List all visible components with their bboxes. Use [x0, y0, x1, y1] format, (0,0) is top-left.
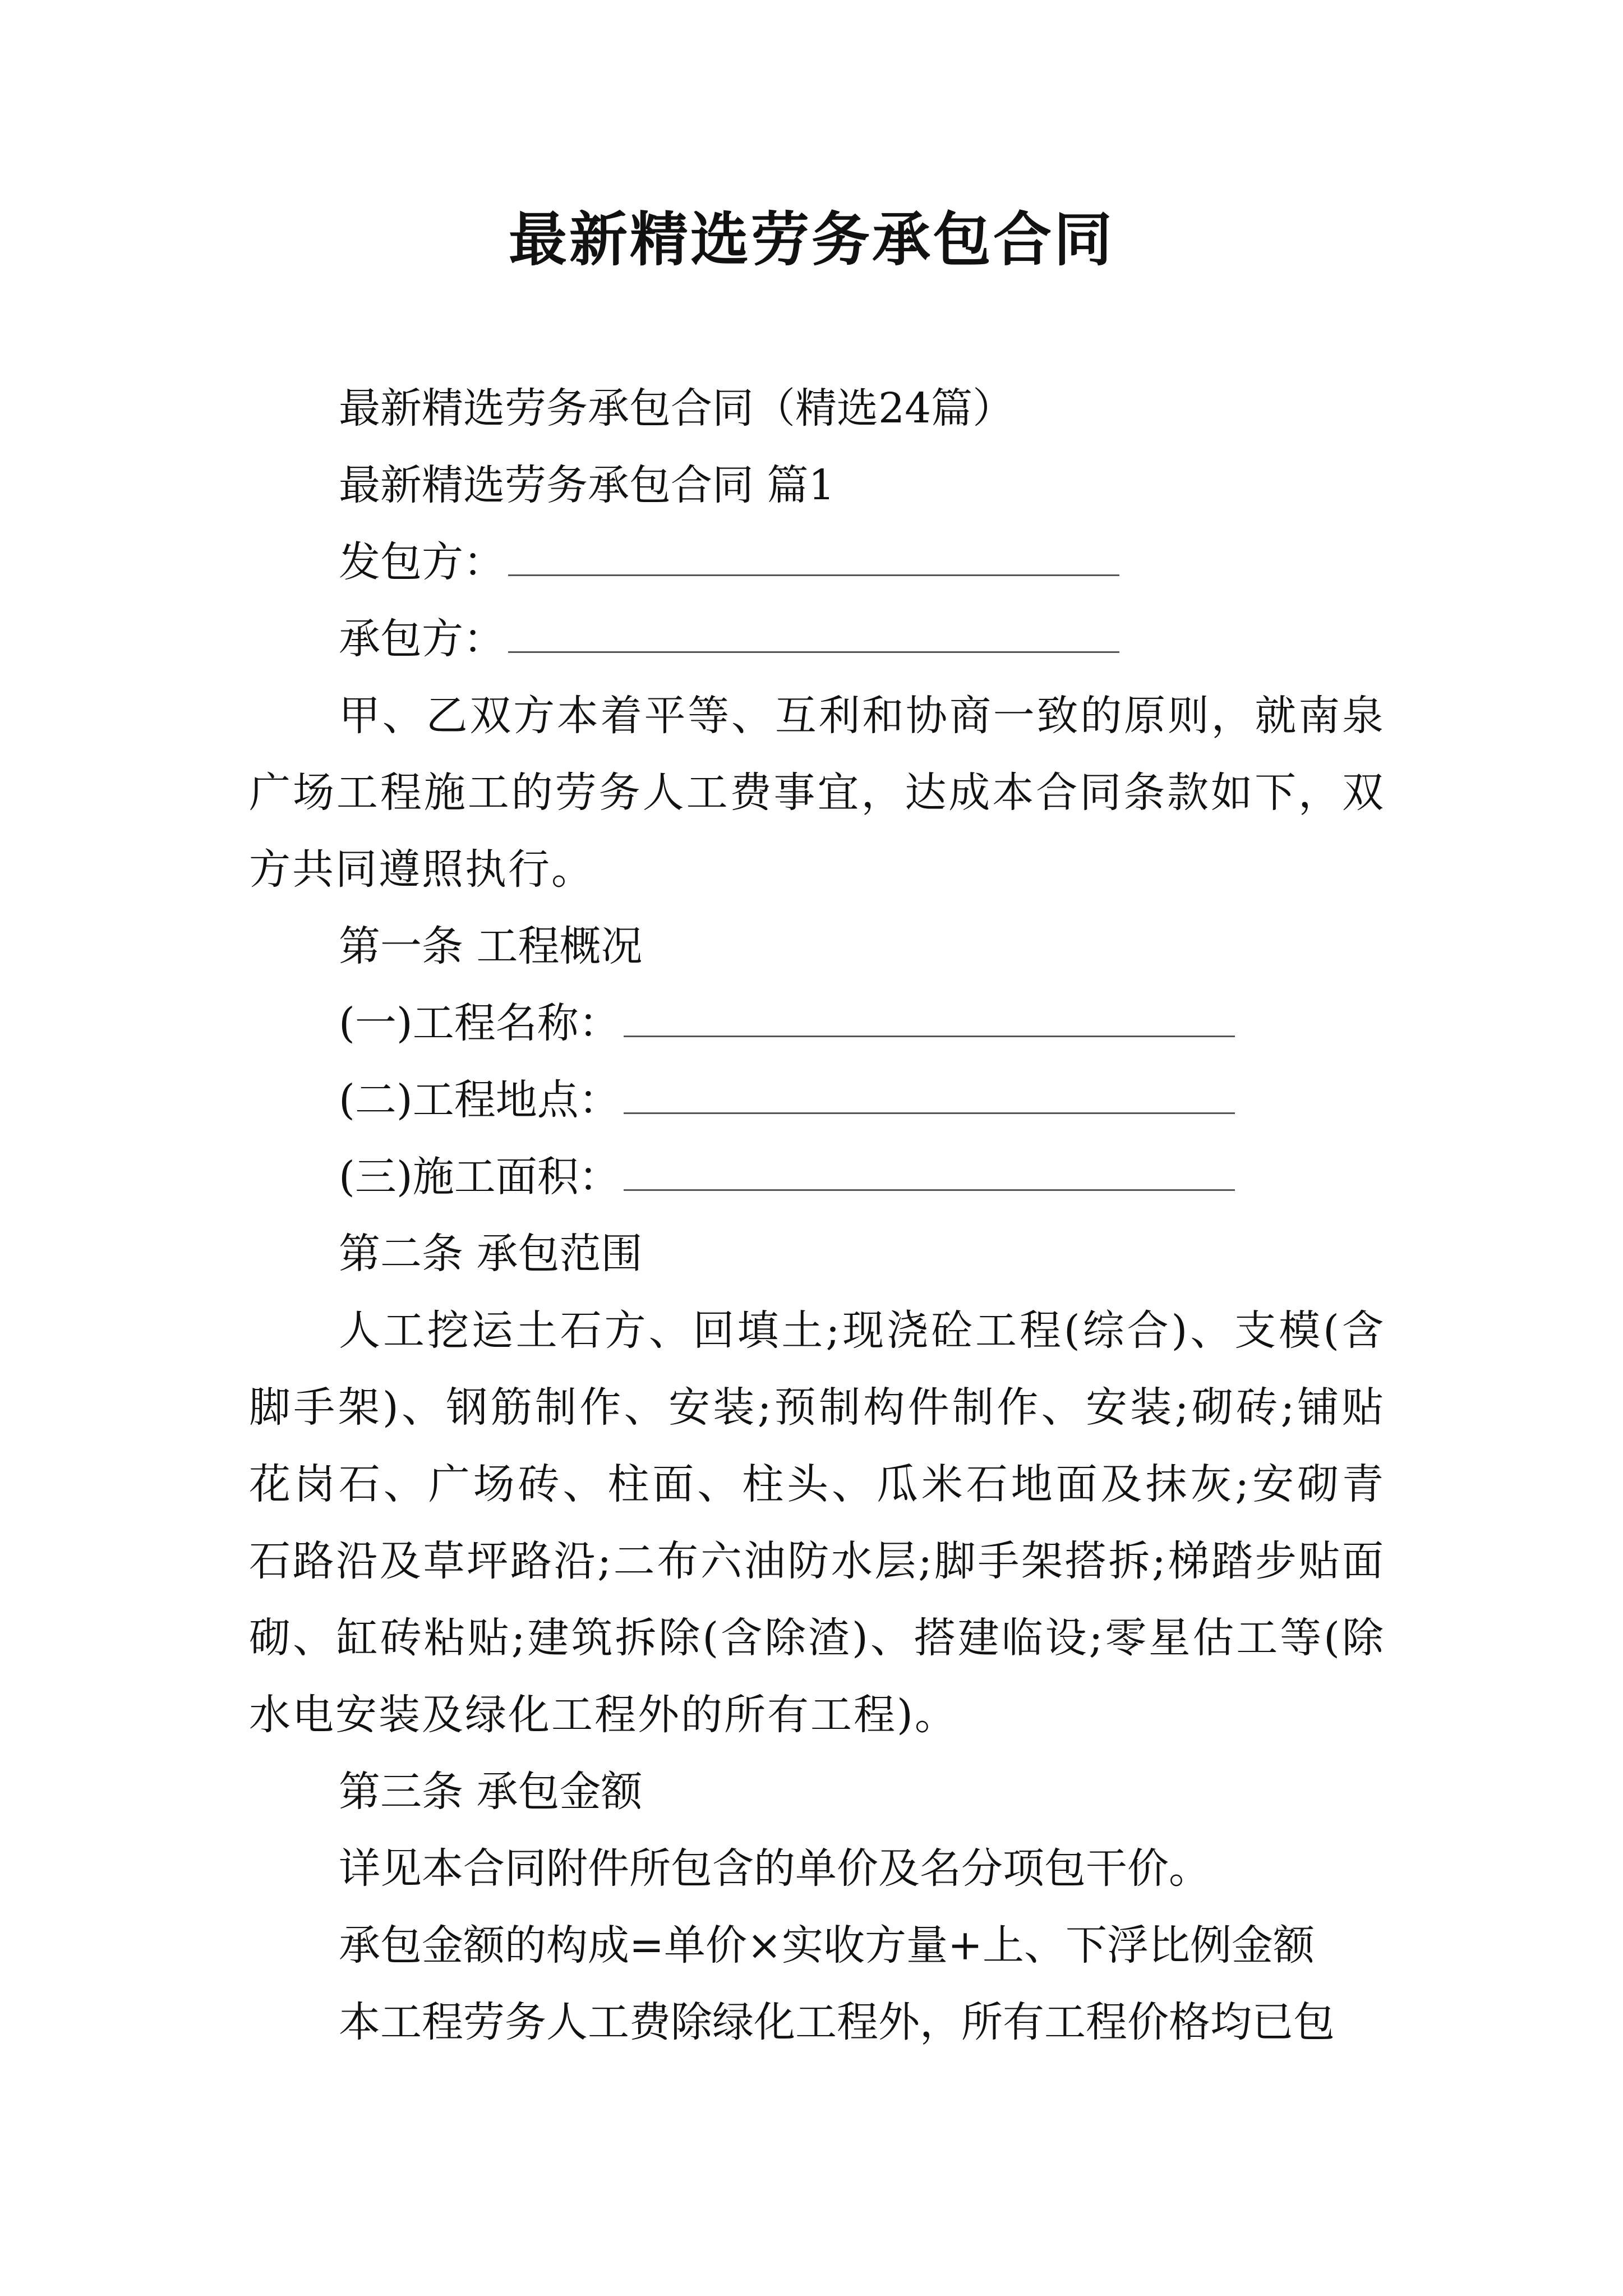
clause2-heading: 第二条 承包范围	[339, 1230, 643, 1278]
clause1-item3-line	[249, 1139, 1385, 1216]
project-location-label: (二)工程地点：	[339, 1076, 620, 1124]
party-b-line	[249, 601, 1385, 678]
construction-area-blank	[624, 1150, 1235, 1191]
project-location-blank	[624, 1073, 1235, 1114]
clause1-item2-line	[249, 1062, 1385, 1139]
party-a-line	[249, 524, 1385, 601]
party-a-blank	[508, 535, 1119, 576]
party-b-label: 承包方：	[339, 615, 505, 663]
party-b-blank	[508, 612, 1119, 653]
clause1-heading: 第一条 工程概况	[339, 922, 643, 970]
clause1-item1-line	[249, 985, 1385, 1062]
document-body	[249, 370, 1385, 2061]
project-name-blank	[624, 996, 1235, 1037]
project-name-label: (一)工程名称：	[339, 999, 620, 1047]
clause2-paragraph: 人工挖运土石方、回填土;现浇砼工程(综合)、支模(含脚手架)、钢筋制作、安装;预制构件制作、安装;砌砖;铺贴花岗石、广场砖、柱面、柱头、瓜米石地面及抹灰;安砌青石路沿及草坪路沿;二布六油防水层;脚手架搭拆;梯踏步贴面砌、缸砖粘贴;建筑拆除(含除渣)、搭建临设;零星估工等(除水电安装及绿化工程外的所有工程)。	[249, 1306, 1385, 1739]
subtitle-line: 最新精选劳务承包合同（精选24篇）	[339, 384, 1015, 432]
clause3-line2: 承包金额的构成=单价×实收方量+上、下浮比例金额	[339, 1921, 1315, 1970]
clause3-line1: 详见本合同附件所包含的单价及名分项包干价。	[339, 1844, 1210, 1893]
intro-paragraph: 甲、乙双方本着平等、互利和协商一致的原则，就南泉广场工程施工的劳务人工费事宜，达成本合同条款如下，双方共同遵照执行。	[249, 692, 1385, 894]
party-a-label: 发包方：	[339, 538, 505, 586]
clause3-heading: 第三条 承包金额	[339, 1768, 643, 1816]
article-heading: 最新精选劳务承包合同 篇1	[339, 461, 835, 509]
document-title: 最新精选劳务承包合同	[508, 205, 1114, 274]
construction-area-label: (三)施工面积：	[339, 1153, 620, 1201]
clause3-line3: 本工程劳务人工费除绿化工程外，所有工程价格均已包	[339, 1998, 1335, 2046]
